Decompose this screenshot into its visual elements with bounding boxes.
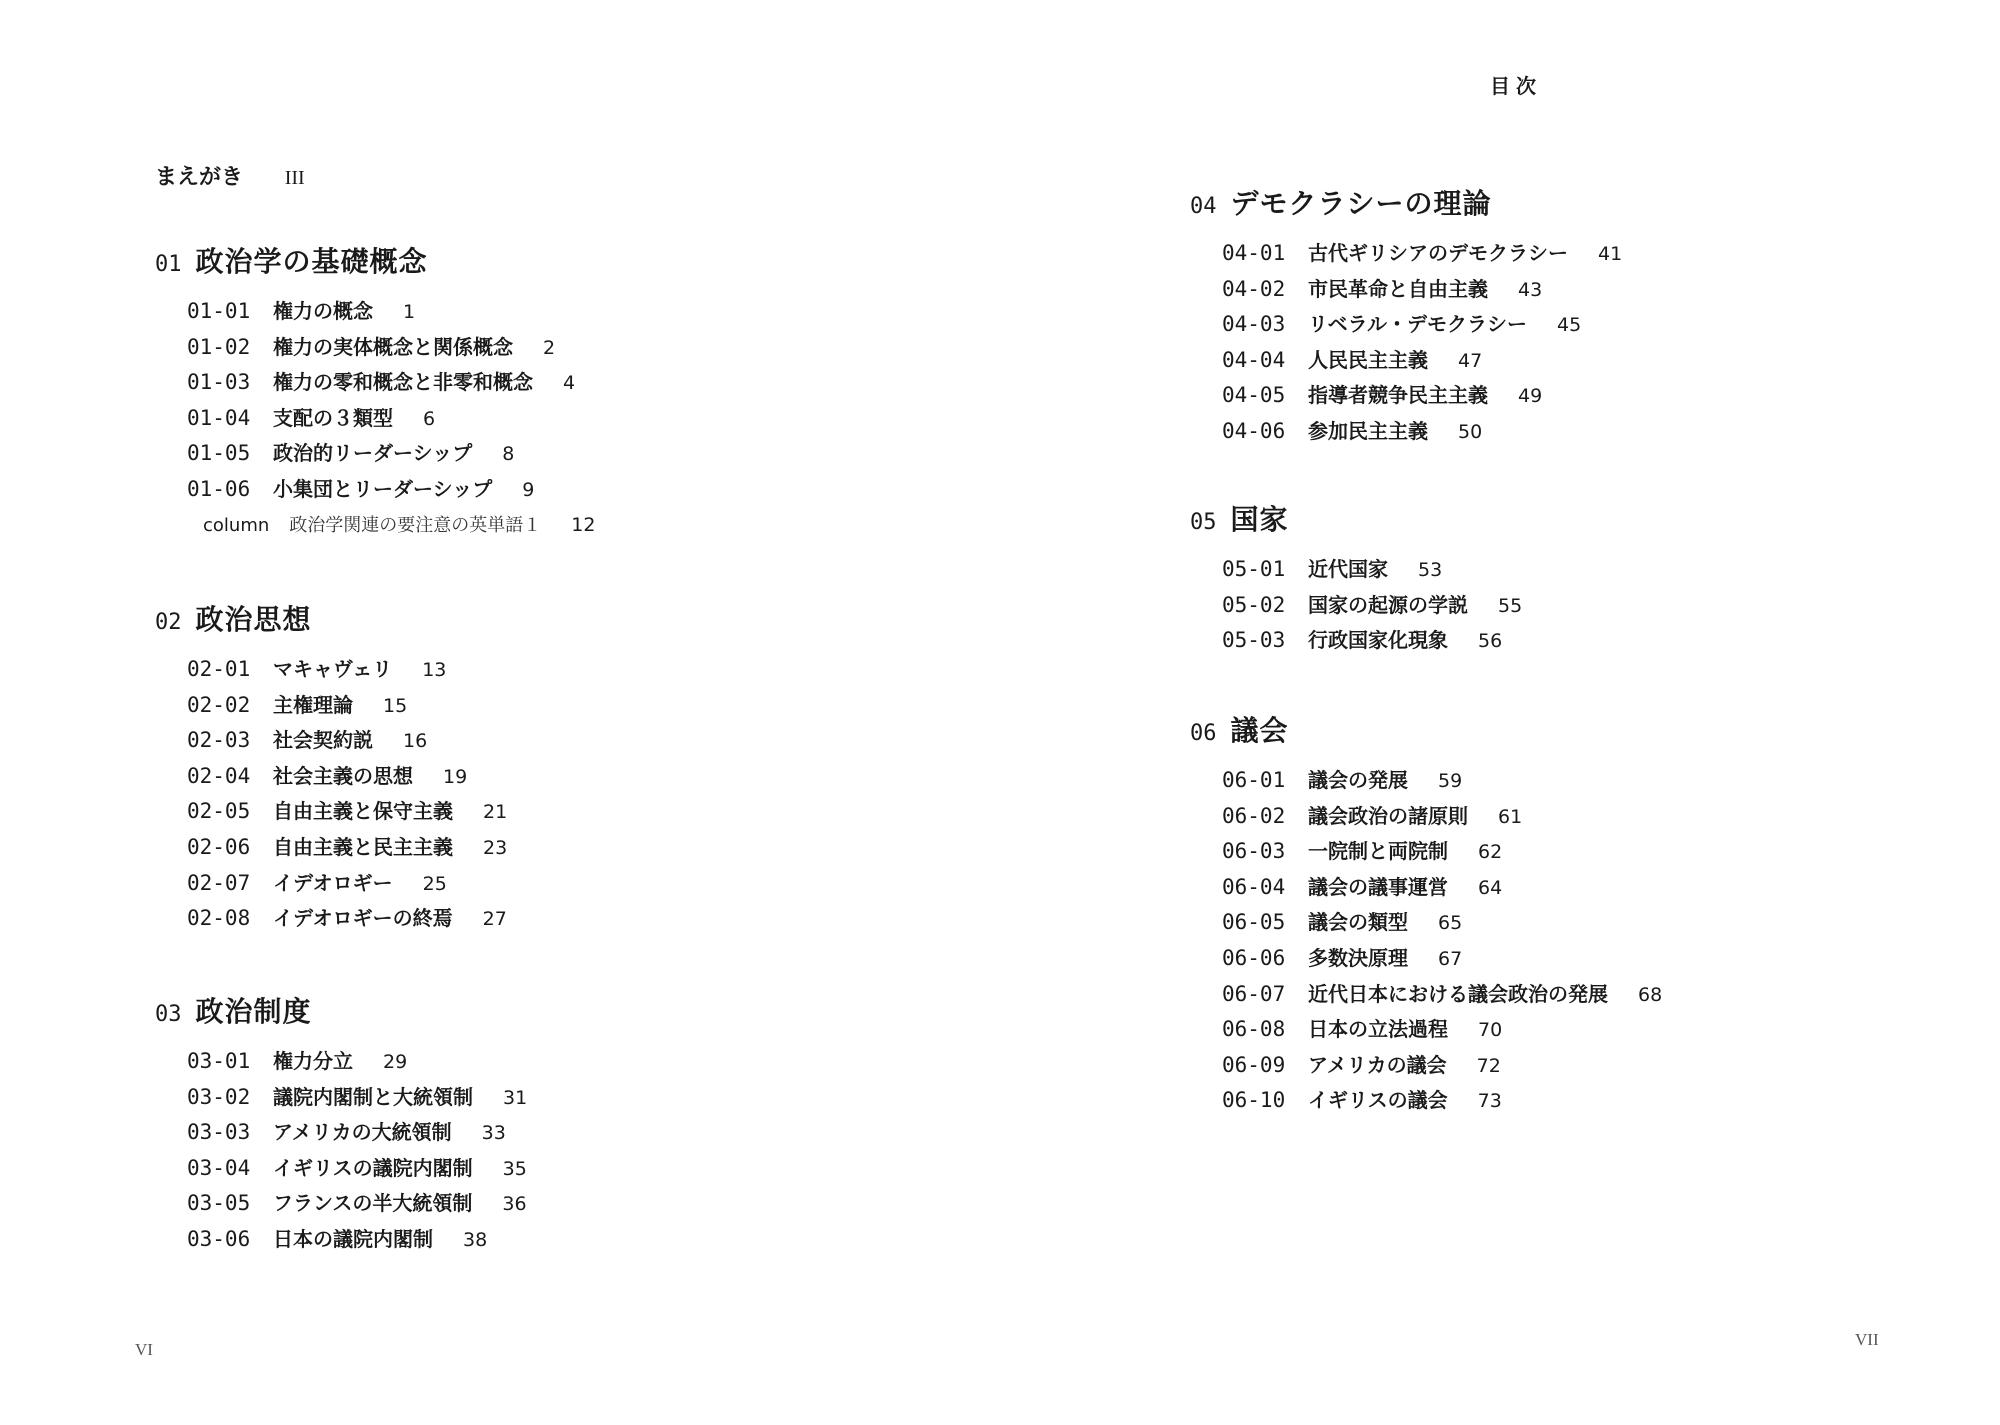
entry-page-number: 67 bbox=[1438, 947, 1463, 970]
column-entry[interactable] bbox=[187, 508, 595, 544]
entry-number: 01-03 bbox=[187, 370, 251, 395]
entry-page-number: 16 bbox=[403, 730, 428, 753]
entry-number: 03-01 bbox=[187, 1049, 251, 1073]
preface-title: まえがき bbox=[155, 165, 244, 190]
toc-entry[interactable] bbox=[1222, 378, 1622, 414]
entry-number: 05-01 bbox=[1222, 557, 1286, 581]
entry-title: 多数決原理 bbox=[1308, 945, 1408, 970]
column-label: column bbox=[203, 514, 270, 536]
entry-page-number: 6 bbox=[423, 407, 436, 430]
toc-entry[interactable] bbox=[1222, 941, 1662, 977]
entry-page-number: 35 bbox=[502, 1157, 527, 1180]
toc-entry[interactable] bbox=[1222, 623, 1522, 659]
chapter-heading[interactable] bbox=[155, 600, 507, 640]
entry-page-number: 21 bbox=[483, 801, 508, 824]
entry-title: 主権理論 bbox=[273, 692, 353, 717]
entry-page-number: 56 bbox=[1478, 630, 1503, 653]
chapter-number: 01 bbox=[155, 252, 182, 277]
entry-number: 01-01 bbox=[187, 299, 251, 323]
toc-entry[interactable] bbox=[187, 759, 507, 795]
entry-page-number: 53 bbox=[1418, 559, 1443, 581]
column-page-number: 12 bbox=[571, 513, 596, 536]
entry-title: 日本の議院内閣制 bbox=[273, 1226, 433, 1251]
toc-entry[interactable] bbox=[1222, 1012, 1662, 1048]
entry-page-number: 59 bbox=[1438, 770, 1463, 792]
toc-entry[interactable] bbox=[1222, 272, 1622, 308]
entry-title: 社会主義の思想 bbox=[273, 763, 413, 788]
toc-entry[interactable] bbox=[187, 830, 507, 866]
chapter-title: 国家 bbox=[1230, 503, 1289, 536]
chapter-title: デモクラシーの理論 bbox=[1230, 187, 1492, 220]
entry-page-number: 19 bbox=[443, 765, 468, 788]
entry-title: イデオロギー bbox=[273, 870, 393, 895]
entry-page-number: 29 bbox=[383, 1051, 408, 1073]
entry-title: アメリカの大統領制 bbox=[273, 1120, 452, 1145]
entry-page-number: 70 bbox=[1478, 1019, 1503, 1042]
entry-number: 01-05 bbox=[187, 441, 251, 466]
chapter-number: 06 bbox=[1190, 721, 1217, 746]
toc-entry[interactable] bbox=[187, 472, 595, 508]
toc-entry[interactable] bbox=[187, 1151, 527, 1187]
running-head: 目次 bbox=[1490, 74, 1542, 98]
chapter-number: 02 bbox=[155, 610, 182, 635]
entry-page-number: 65 bbox=[1438, 912, 1463, 935]
chapter-06 bbox=[1190, 711, 1662, 1119]
entry-title: 権力の零和概念と非零和概念 bbox=[273, 370, 533, 395]
entry-title: 市民革命と自由主義 bbox=[1308, 276, 1488, 301]
chapter-title: 政治制度 bbox=[195, 995, 312, 1028]
entry-page-number: 73 bbox=[1477, 1090, 1502, 1113]
chapter-number: 03 bbox=[155, 1002, 182, 1027]
entry-page-number: 23 bbox=[483, 836, 508, 859]
toc-entry[interactable] bbox=[1222, 834, 1662, 870]
entry-title: 権力の概念 bbox=[273, 299, 373, 323]
entry-page-number: 62 bbox=[1478, 841, 1503, 864]
entry-number: 05-03 bbox=[1222, 628, 1286, 653]
folio-left: VI bbox=[135, 1340, 153, 1359]
entry-page-number: 68 bbox=[1638, 983, 1663, 1006]
entry-number: 06-03 bbox=[1222, 839, 1286, 864]
chapter-heading[interactable] bbox=[155, 992, 527, 1032]
toc-entry[interactable] bbox=[187, 688, 507, 724]
entry-page-number: 47 bbox=[1458, 349, 1483, 372]
entry-page-number: 36 bbox=[502, 1193, 527, 1216]
toc-entry[interactable] bbox=[187, 901, 507, 937]
entry-page-number: 1 bbox=[403, 301, 416, 323]
toc-entry[interactable] bbox=[1222, 1048, 1662, 1084]
column-title: 政治学関連の要注意の英単語１ bbox=[289, 514, 542, 536]
chapter-number: 05 bbox=[1190, 510, 1217, 535]
entry-number: 05-02 bbox=[1222, 592, 1286, 617]
entry-number: 03-02 bbox=[187, 1084, 251, 1109]
entry-number: 06-10 bbox=[1222, 1088, 1286, 1113]
chapter-entry-list bbox=[155, 652, 507, 937]
toc-entry[interactable] bbox=[1222, 343, 1622, 379]
toc-entry[interactable] bbox=[187, 1222, 527, 1258]
chapter-entry-list bbox=[155, 1044, 527, 1258]
entry-number: 06-02 bbox=[1222, 803, 1286, 828]
entry-title: アメリカの議会 bbox=[1308, 1052, 1447, 1077]
entry-page-number: 43 bbox=[1518, 278, 1543, 301]
entry-title: 権力分立 bbox=[273, 1049, 353, 1073]
entry-number: 01-04 bbox=[187, 405, 251, 430]
entry-page-number: 45 bbox=[1557, 314, 1582, 337]
toc-entry[interactable] bbox=[1222, 799, 1662, 835]
entry-title: 人民民主主義 bbox=[1308, 347, 1428, 372]
chapter-title: 政治思想 bbox=[195, 603, 312, 636]
toc-entry[interactable] bbox=[1222, 763, 1662, 799]
entry-number: 03-06 bbox=[187, 1226, 251, 1251]
toc-entry[interactable] bbox=[1222, 307, 1622, 343]
entry-title: 国家の起源の学説 bbox=[1308, 592, 1468, 617]
entry-number: 03-05 bbox=[187, 1191, 251, 1216]
entry-title: 政治的リーダーシップ bbox=[273, 441, 473, 466]
entry-title: 自由主義と民主主義 bbox=[273, 834, 453, 859]
entry-title: 議会の議事運営 bbox=[1308, 874, 1448, 899]
chapter-heading[interactable] bbox=[1190, 184, 1622, 224]
entry-title: 自由主義と保守主義 bbox=[273, 799, 453, 824]
entry-number: 04-05 bbox=[1222, 383, 1286, 408]
entry-number: 06-07 bbox=[1222, 981, 1286, 1006]
entry-number: 01-02 bbox=[187, 334, 251, 359]
entry-number: 02-05 bbox=[187, 799, 251, 824]
entry-page-number: 72 bbox=[1476, 1054, 1501, 1077]
entry-page-number: 9 bbox=[522, 478, 535, 501]
preface-page-number: III bbox=[284, 167, 305, 189]
entry-title: リベラル・デモクラシー bbox=[1308, 312, 1527, 337]
entry-page-number: 61 bbox=[1498, 805, 1523, 828]
entry-title: 権力の実体概念と関係概念 bbox=[273, 334, 513, 359]
entry-title: 議会の類型 bbox=[1308, 910, 1408, 935]
entry-page-number: 49 bbox=[1518, 385, 1543, 408]
entry-title: 小集団とリーダーシップ bbox=[273, 476, 493, 501]
chapter-entry-list bbox=[1190, 236, 1622, 450]
toc-entry[interactable] bbox=[187, 1080, 527, 1116]
toc-entry[interactable] bbox=[1222, 414, 1622, 450]
entry-number: 02-03 bbox=[187, 728, 251, 753]
entry-page-number: 4 bbox=[563, 372, 576, 395]
chapter-entry-list bbox=[1190, 552, 1522, 659]
entry-title: マキャヴェリ bbox=[273, 657, 393, 681]
chapter-number: 04 bbox=[1190, 194, 1217, 219]
entry-number: 02-01 bbox=[187, 657, 251, 681]
entry-title: 議院内閣制と大統領制 bbox=[273, 1084, 473, 1109]
entry-number: 02-02 bbox=[187, 692, 251, 717]
toc-entry[interactable] bbox=[1222, 905, 1662, 941]
entry-number: 04-01 bbox=[1222, 241, 1286, 265]
entry-number: 04-06 bbox=[1222, 418, 1286, 443]
entry-number: 04-02 bbox=[1222, 276, 1286, 301]
entry-page-number: 13 bbox=[422, 659, 447, 681]
entry-page-number: 50 bbox=[1458, 420, 1483, 443]
entry-page-number: 55 bbox=[1498, 594, 1523, 617]
entry-number: 06-08 bbox=[1222, 1017, 1286, 1042]
entry-page-number: 64 bbox=[1478, 876, 1503, 899]
toc-entry[interactable] bbox=[1222, 552, 1522, 588]
toc-entry[interactable] bbox=[187, 436, 595, 472]
chapter-heading[interactable] bbox=[1190, 500, 1522, 540]
entry-title: イギリスの議会 bbox=[1308, 1088, 1448, 1113]
chapter-03 bbox=[155, 992, 527, 1258]
chapter-heading[interactable] bbox=[1190, 711, 1662, 751]
chapter-title: 政治学の基礎概念 bbox=[195, 245, 428, 278]
entry-title: 行政国家化現象 bbox=[1308, 628, 1448, 653]
entry-number: 02-08 bbox=[187, 906, 251, 931]
entry-title: イデオロギーの終焉 bbox=[273, 906, 453, 931]
toc-entry[interactable] bbox=[187, 401, 595, 437]
toc-entry[interactable] bbox=[1222, 1083, 1662, 1119]
entry-title: 一院制と両院制 bbox=[1308, 839, 1448, 864]
entry-title: 議会の発展 bbox=[1308, 768, 1408, 792]
entry-number: 04-03 bbox=[1222, 312, 1286, 337]
toc-entry[interactable] bbox=[1222, 870, 1662, 906]
toc-entry[interactable] bbox=[1222, 588, 1522, 624]
entry-number: 01-06 bbox=[187, 476, 251, 501]
toc-entry[interactable] bbox=[187, 794, 507, 830]
entry-number: 06-05 bbox=[1222, 910, 1286, 935]
preface-entry[interactable] bbox=[155, 160, 305, 191]
entry-number: 03-04 bbox=[187, 1155, 251, 1180]
entry-title: 参加民主主義 bbox=[1308, 418, 1428, 443]
entry-number: 02-06 bbox=[187, 834, 251, 859]
entry-number: 06-06 bbox=[1222, 945, 1286, 970]
chapter-04 bbox=[1190, 184, 1622, 450]
toc-entry[interactable] bbox=[187, 1186, 527, 1222]
folio-right: VII bbox=[1855, 1330, 1879, 1349]
chapter-02 bbox=[155, 600, 507, 937]
entry-page-number: 31 bbox=[503, 1086, 528, 1109]
entry-title: 社会契約説 bbox=[273, 728, 373, 753]
toc-entry[interactable] bbox=[187, 365, 595, 401]
entry-title: 議会政治の諸原則 bbox=[1308, 803, 1468, 828]
entry-title: 古代ギリシアのデモクラシー bbox=[1308, 241, 1568, 265]
toc-entry[interactable] bbox=[1222, 236, 1622, 272]
entry-number: 06-01 bbox=[1222, 768, 1286, 792]
chapter-entry-list bbox=[155, 294, 595, 543]
entry-page-number: 25 bbox=[422, 872, 447, 895]
entry-title: 指導者競争民主主義 bbox=[1308, 383, 1488, 408]
entry-number: 02-07 bbox=[187, 870, 251, 895]
entry-title: 近代日本における議会政治の発展 bbox=[1308, 981, 1608, 1006]
entry-number: 06-09 bbox=[1222, 1052, 1286, 1077]
chapter-title: 議会 bbox=[1230, 714, 1289, 747]
chapter-heading[interactable] bbox=[155, 242, 595, 282]
entry-title: 日本の立法過程 bbox=[1308, 1017, 1448, 1042]
toc-entry[interactable] bbox=[1222, 977, 1662, 1013]
entry-page-number: 41 bbox=[1598, 243, 1623, 265]
toc-entry[interactable] bbox=[187, 652, 507, 688]
entry-title: フランスの半大統領制 bbox=[273, 1191, 473, 1216]
entry-page-number: 8 bbox=[502, 443, 515, 466]
toc-entry[interactable] bbox=[187, 723, 507, 759]
entry-page-number: 15 bbox=[383, 694, 408, 717]
chapter-entry-list bbox=[1190, 763, 1662, 1119]
entry-number: 06-04 bbox=[1222, 874, 1286, 899]
toc-entry[interactable] bbox=[187, 294, 595, 330]
entry-page-number: 38 bbox=[463, 1228, 488, 1251]
toc-entry[interactable] bbox=[187, 1115, 527, 1151]
chapter-01 bbox=[155, 242, 595, 543]
entry-page-number: 27 bbox=[482, 908, 507, 931]
entry-number: 03-03 bbox=[187, 1120, 251, 1145]
entry-title: 近代国家 bbox=[1308, 557, 1388, 581]
entry-page-number: 33 bbox=[481, 1122, 506, 1145]
toc-entry[interactable] bbox=[187, 330, 595, 366]
toc-entry[interactable] bbox=[187, 866, 507, 902]
entry-number: 02-04 bbox=[187, 763, 251, 788]
entry-title: 支配の３類型 bbox=[273, 405, 393, 430]
entry-number: 04-04 bbox=[1222, 347, 1286, 372]
chapter-05 bbox=[1190, 500, 1522, 659]
entry-page-number: 2 bbox=[543, 336, 556, 359]
toc-entry[interactable] bbox=[187, 1044, 527, 1080]
entry-title: イギリスの議院内閣制 bbox=[273, 1155, 473, 1180]
